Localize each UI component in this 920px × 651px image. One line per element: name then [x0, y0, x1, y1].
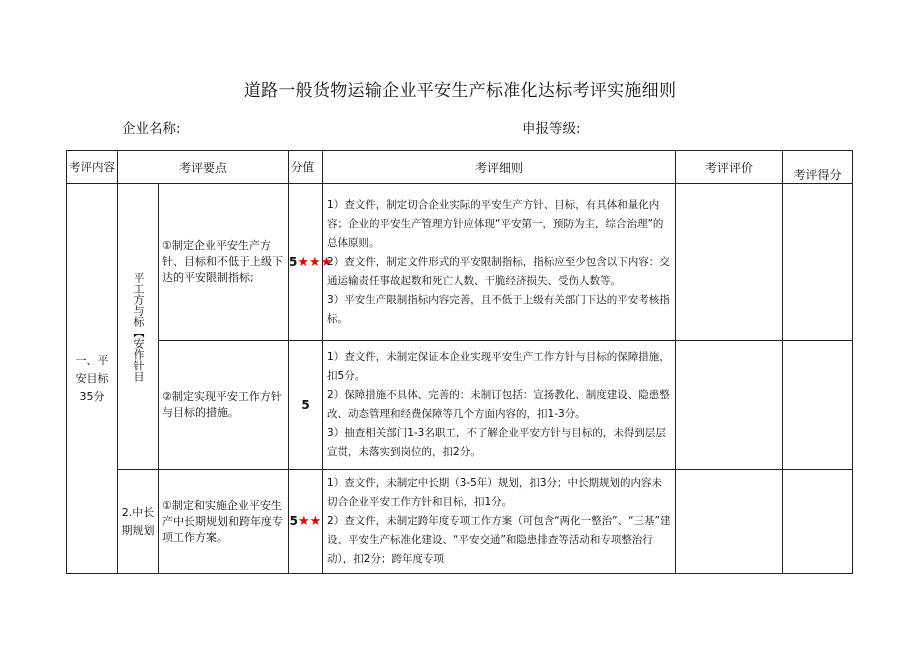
table-row [67, 184, 853, 341]
score-cell [289, 470, 323, 574]
subcategory-cell [118, 184, 159, 470]
header-details: 考评细则 [323, 151, 676, 184]
details-cell: 1）查文件，未制定保证本企业实现平安生产工作方针与目标的保障措施，扣5分。 2）保障措施不具体、完善的：未制订包括：宣扬教化、制度建设、隐患整改、动态管理和经费保障等几个方面内容的，扣1-3分。 3）抽查相关部门1-3名职工，不了解企业平安方针与目标的，未得到层层宣贯，未落实到岗位的，扣2分。 [323, 341, 676, 470]
star-rating: ★★ [298, 514, 322, 529]
score-cell [289, 184, 333, 341]
subcategory-cell [118, 470, 159, 574]
details-cell: 1）查文件，制定切合企业实际的平安生产方针、目标，有具体和量化内容；企业的平安生产管理方针应体现“平安第一，预防为主，综合治理”的总体原则。 2）查文件，制定文件形式的平安限制指标，指标应至少包含以下内容：交通运输责任事故起数和死亡人数、干脆经济损失、受伤人数等。 3）平安生产限制指标内容完善，且不低于上级有关部门下达的平安考核指标。 [323, 184, 676, 341]
score-cell [289, 341, 323, 470]
category-label: 一、平安目标35分 [75, 353, 109, 403]
header-content: 考评内容 [67, 151, 118, 184]
evaluation-cell [676, 470, 783, 574]
company-name-label: 企业名称: [122, 121, 181, 137]
application-level-label: 申报等级: [522, 121, 581, 137]
header-score: 分值 [289, 151, 323, 184]
header-result: 考评得分 [783, 151, 853, 184]
result-cell [783, 341, 853, 470]
result-cell [783, 470, 853, 574]
evaluation-cell [676, 184, 783, 341]
subcategory-label: 平工方与标【安作针目 [132, 271, 145, 382]
score-value: 5 [289, 254, 298, 269]
requirement-cell: ①制定企业平安生产方针、目标和不低于上级下达的平安限制指标; [159, 184, 289, 341]
requirement-cell: ②制定实现平安工作方针与目标的措施。 [159, 341, 289, 470]
evaluation-table [66, 150, 853, 574]
header-row [67, 151, 853, 184]
table-row [67, 470, 853, 574]
score-value: 5 [301, 397, 310, 412]
star-rating: ★★★ [297, 254, 333, 270]
result-cell [783, 184, 853, 341]
header-evaluation: 考评评价 [676, 151, 783, 184]
table-row [67, 341, 853, 470]
evaluation-cell [676, 341, 783, 470]
details-cell: 1）查文件，未制定中长期（3-5年）规划，扣3分；中长期规划的内容未切合企业平安工作方针和目标，扣1分。 2）查文件，未制定跨年度专项工作方案（可包含“两化一整治”、“三基”建设、平安生产标准化建设、“平安交通”和隐患排查等活动和专项整治行动），扣2分；跨年度专项 [323, 470, 676, 574]
score-value: 5 [289, 514, 299, 528]
subcategory-label: 2.中长期规划 [121, 505, 155, 537]
header-points: 考评要点 [118, 151, 289, 184]
category-cell [67, 184, 118, 574]
requirement-cell: ①制定和实施企业平安生产中长期规划和跨年度专项工作方案。 [159, 470, 289, 574]
document-title: 道路一般货物运输企业平安生产标准化达标考评实施细则 [243, 81, 677, 101]
